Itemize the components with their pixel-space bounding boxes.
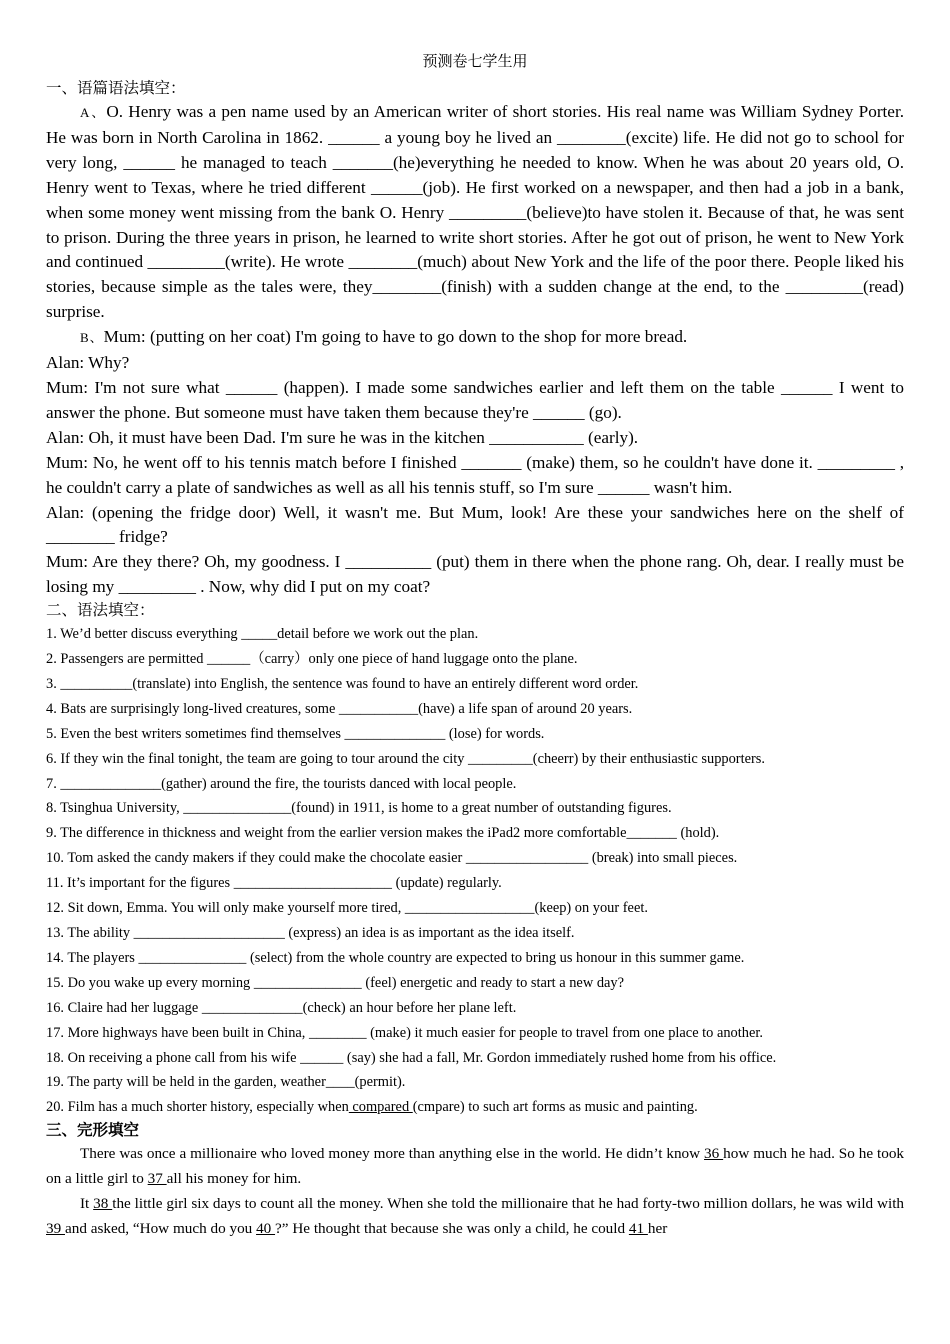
question-item: 19. The party will be held in the garden, weather____(permit). bbox=[46, 1074, 406, 1091]
dialogue-line: Mum: No, he went off to his tennis match before I finished _______ (make) them, so he couldn't have done it. _________ , he couldn't carry a plate of sandwiches as well as all his tennis stuff, so I'm sure ______ wasn't him. bbox=[46, 452, 904, 497]
cloze-blank-38: 38 bbox=[93, 1195, 113, 1213]
document-page bbox=[46, 50, 904, 1242]
section2-heading: 二、语法填空： bbox=[46, 602, 155, 620]
section1-body bbox=[46, 100, 904, 600]
question-item: 13. The ability _____________________ (express) an idea is as important as the idea itself. bbox=[46, 925, 575, 941]
page-title: 预测卷七学生用 bbox=[422, 54, 528, 70]
question-item: 4. Bats are surprisingly long-lived creatures, some ___________(have) a life span of around 20 years. bbox=[46, 700, 633, 717]
question-item: 2. Passengers are permitted ______（carry）only one piece of hand luggage onto the plane. bbox=[46, 651, 578, 668]
question-item: 5. Even the best writers sometimes find themselves ______________ (lose) for words. bbox=[46, 725, 545, 742]
question-item: 11. It’s important for the figures ______________________ (update) regularly. bbox=[46, 875, 502, 892]
cloze-paragraph-1: There was once a millionaire who loved money more than anything else in the world. He didn’t know 36 how much he had. So he took on a little girl to 37 all his money for him. bbox=[46, 1145, 905, 1188]
passage-a-mark: A、 bbox=[80, 105, 107, 120]
cloze-blank-37: 37 bbox=[147, 1170, 167, 1188]
cloze-blank-41: 41 bbox=[628, 1219, 648, 1237]
answer-blank: compared bbox=[348, 1099, 413, 1116]
dialogue-line: B、Mum: (putting on her coat) I'm going to have to go down to the shop for more bread. bbox=[80, 327, 688, 347]
passage-a bbox=[46, 100, 904, 325]
question-item: 10. Tom asked the candy makers if they could make the chocolate easier _________________ (break) into small pieces. bbox=[46, 850, 738, 867]
question-item: 1. We’d better discuss everything _____detail before we work out the plan. bbox=[46, 626, 479, 643]
cloze-blank-40: 40 bbox=[256, 1219, 276, 1237]
passage-a-text: O. Henry was a pen name used by an American writer of short stories. His real name was William Sydney Porter. He was born in North Carolina in 1862. ______ a young boy he lived an ________(excite) life. He did not go to school for very long, ______ he managed to teach _______(he)everything he needed to know. When he was about 20 years old, O. Henry went to Texas, where he tried different ______(job). He first worked on a newspaper, and then had a job in a bank, when some money went missing from the bank O. Henry _________(believe)to have stolen it. Because of that, he was sent to prison. During the three years in prison, he learned to write short stories. After he got out of prison, he went to New York and continued _________(write). He wrote ________(much) about New York and the life of the poor there. People liked his stories, because simple as the tales were, they________(finish) with a sudden change at the end, to the _________(read) surprise. bbox=[46, 102, 905, 322]
question-item: 14. The players _______________ (select) from the whole country are expected to bring us honour in this summer game. bbox=[46, 949, 745, 966]
question-item: 6. If they win the final tonight, the team are going to tour around the city _________(cheerr) by their enthusiastic supporters. bbox=[46, 750, 765, 767]
question-item: 15. Do you wake up every morning _______________ (feel) energetic and ready to start a new day? bbox=[46, 974, 624, 991]
section3-heading: 三、完形填空 bbox=[46, 1122, 140, 1140]
cloze-blank-39: 39 bbox=[46, 1219, 65, 1237]
dialogue-line: Alan: Oh, it must have been Dad. I'm sure he was in the kitchen ___________ (early). bbox=[46, 427, 639, 447]
cloze-blank-36: 36 bbox=[704, 1145, 724, 1163]
question-item: 20. Film has a much shorter history, especially when compared (cmpare) to such art forms as music and painting. bbox=[46, 1099, 698, 1116]
dialogue-line: Alan: Why? bbox=[46, 353, 130, 373]
cloze-paragraph-2: It 38 the little girl six days to count all the money. When she told the millionaire that he had forty-two million dollars, he was wild with 39 and asked, “How much do you 40 ?” He thought that because she was only a child, he could 41 her bbox=[46, 1195, 905, 1237]
section3-body bbox=[46, 1142, 904, 1242]
question-item: 3. __________(translate) into English, the sentence was found to have an entirely different word order. bbox=[46, 675, 639, 692]
passage-b-mark: B、 bbox=[80, 330, 104, 346]
question-item: 7. ______________(gather) around the fire, the tourists danced with local people. bbox=[46, 775, 517, 792]
dialogue-line: Mum: Are they there? Oh, my goodness. I __________ (put) them in there when the phone rang. Oh, dear. I really must be losing my _________ . Now, why did I put on my coat? bbox=[46, 552, 904, 597]
section1-heading: 一、语篇语法填空： bbox=[46, 80, 186, 97]
dialogue-line: Alan: (opening the fridge door) Well, it wasn't me. But Mum, look! Are these your sandwiches here on the shelf of ________ fridge? bbox=[46, 502, 904, 547]
question-item: 8. Tsinghua University, _______________(found) in 1911, is home to a great number of outstanding figures. bbox=[46, 800, 672, 817]
question-item: 9. The difference in thickness and weight from the earlier version makes the iPad2 more comfortable_______ (hold). bbox=[46, 825, 720, 842]
question-item: 18. On receiving a phone call from his wife ______ (say) she had a fall, Mr. Gordon immediately rushed home from his office. bbox=[46, 1049, 777, 1066]
section2-items bbox=[46, 622, 904, 1120]
question-item: 17. More highways have been built in China, ________ (make) it much easier for people to travel from one place to another. bbox=[46, 1024, 763, 1041]
question-item: 16. Claire had her luggage ______________(check) an hour before her plane left. bbox=[46, 999, 517, 1016]
question-item: 12. Sit down, Emma. You will only make yourself more tired, __________________(keep) on your feet. bbox=[46, 900, 648, 917]
dialogue-line: Mum: I'm not sure what ______ (happen). I made some sandwiches earlier and left them on the table ______ I went to answer the phone. But someone must have taken them because they're ______ (go). bbox=[46, 377, 904, 422]
